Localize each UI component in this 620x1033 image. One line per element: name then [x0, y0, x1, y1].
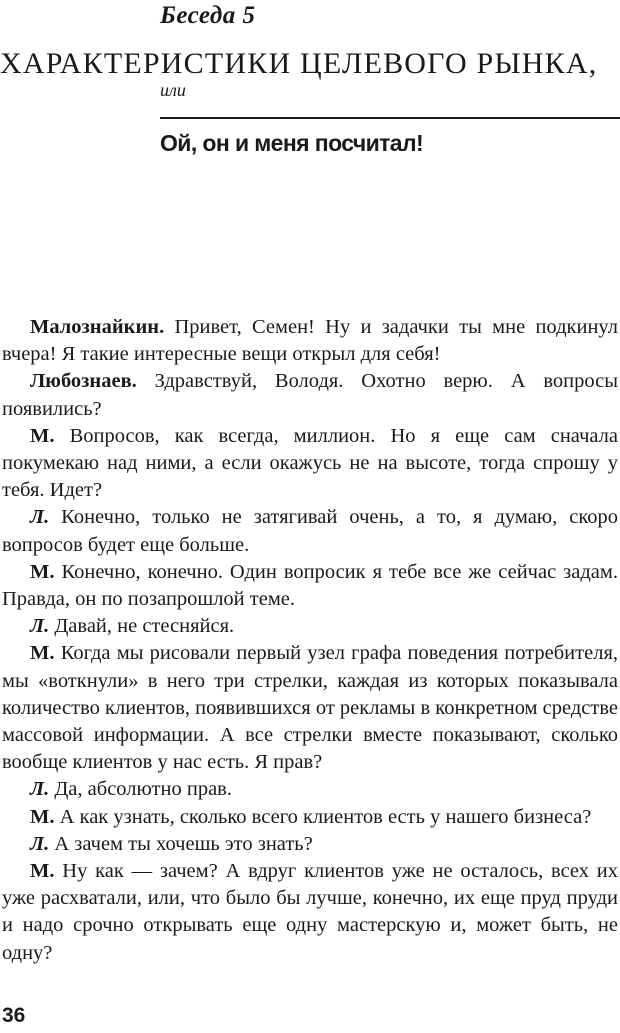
dialogue-text: Вопросов, как всегда, миллион. Но я еще сам сначала покумекаю над ними, а если окажусь не на высоте, тогда спрошу у тебя. Идет? [2, 424, 618, 502]
speaker-name: Малознайкин. [30, 316, 165, 338]
dialogue-paragraph [2, 613, 618, 640]
chapter-label: Беседа 5 [160, 2, 256, 29]
dialogue-text: Давай, не стесняйся. [49, 615, 235, 638]
speaker-name: Л. [30, 832, 50, 855]
speaker-name: М. [30, 560, 55, 583]
chapter-title: ХАРАКТЕРИСТИКИ ЦЕЛЕВОГО РЫНКА, [0, 47, 598, 80]
dialogue-paragraph [2, 559, 618, 613]
speaker-name: М. [30, 805, 55, 828]
dialogue-body [2, 314, 618, 967]
dialogue-text: Да, абсолютно прав. [49, 778, 232, 801]
dialogue-text: Ну как — зачем? А вдруг клиентов уже не осталось, всех их уже расхватали, или, что было бы лучше, конечно, их еще пруд пруди и надо срочно открывать еще одну мастерскую и, может быть, не одну? [2, 860, 618, 964]
dialogue-text: Здравствуй, Володя. Охотно верю. А вопросы появились? [2, 370, 618, 420]
dialogue-text: Когда мы рисовали первый узел графа поведения потребителя, мы «воткнули» в него три стрелки, каждая из которых показывала количество клиентов, появившихся от рекламы в конкретном средстве массовой информации. А все стрелки вместе показывают, сколько вообще клиентов у нас есть. Я прав? [2, 642, 618, 774]
dialogue-text: Конечно, только не затягивай очень, а то, я думаю, скоро вопросов будет еще больше. [2, 506, 618, 556]
dialogue-paragraph [2, 858, 618, 967]
dialogue-paragraph [2, 504, 618, 558]
speaker-name: Любознаев. [30, 370, 137, 393]
dialogue-text: А как узнать, сколько всего клиентов есть у нашего бизнеса? [54, 805, 592, 828]
dialogue-paragraph [2, 314, 618, 368]
speaker-name: М. [30, 642, 55, 665]
dialogue-paragraph [2, 804, 618, 831]
page-number: 36 [2, 1004, 26, 1027]
dialogue-text: Привет, Семен! Ну и задачки ты мне подкинул вчера! Я такие интересные вещи открыл для себя! [2, 316, 618, 366]
dialogue-paragraph [2, 776, 618, 803]
dialogue-paragraph [2, 831, 618, 858]
dialogue-paragraph [2, 640, 618, 776]
dialogue-text: А зачем ты хочешь это знать? [49, 832, 313, 855]
chapter-subtitle: Ой, он и меня посчитал! [160, 130, 424, 156]
title-divider [160, 117, 620, 119]
speaker-name: Л. [30, 778, 50, 801]
speaker-name: М. [30, 860, 55, 883]
dialogue-paragraph [2, 423, 618, 505]
speaker-name: Л. [30, 615, 50, 638]
dialogue-text: Конечно, конечно. Один вопросик я тебе все же сейчас задам. Правда, он по позапрошлой теме. [2, 560, 618, 611]
speaker-name: М. [30, 424, 55, 447]
chapter-or: или [160, 80, 186, 100]
speaker-name: Л. [30, 506, 50, 529]
dialogue-paragraph [2, 368, 618, 422]
